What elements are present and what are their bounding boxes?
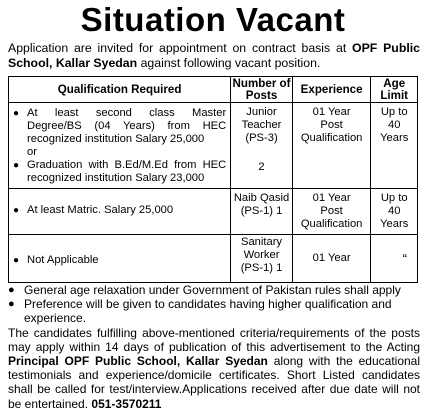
qualification-text: At least Matric. Salary 25,000 (27, 204, 174, 216)
age-cell (371, 189, 418, 235)
age-text: Up to 40 Years (380, 106, 409, 144)
qualification-text: Graduation with B.Ed/M.Ed from HEC recognized institution Salary 23,000 (27, 159, 227, 184)
note-item (8, 283, 420, 297)
header-experience: Experience (292, 77, 371, 103)
post-count: 2 (258, 161, 265, 173)
age-text: Up to 40 Years (380, 192, 409, 230)
school-name: OPF Public School, Kallar Syedan (8, 41, 420, 70)
experience-text: 01 Year Post Qualification (300, 106, 363, 144)
qualification-cell (9, 235, 231, 283)
experience-cell (292, 103, 371, 189)
post-scale: (PS-1) 1 (240, 262, 283, 274)
table-row (9, 103, 418, 189)
bullet-icon: ● (13, 205, 20, 216)
intro-text-a: Application are invited for appointment on contract basis at (8, 41, 353, 55)
note-item (8, 297, 420, 325)
intro-paragraph (8, 41, 420, 71)
notes-section (8, 283, 420, 411)
post-scale: (PS-1) 1 (240, 205, 283, 217)
note-text: Preference will be given to candidates having higher qualification and experience. (24, 297, 392, 326)
bullet-icon: ● (13, 108, 20, 119)
experience-cell (292, 189, 371, 235)
qualification-text: Not Applicable (27, 254, 99, 266)
post-scale: (PS-3) (245, 132, 278, 144)
posts-cell (231, 103, 293, 189)
qualification-cell (9, 103, 231, 189)
principal-address: Principal OPF Public School, Kallar Syedan (8, 354, 268, 369)
age-text: “ (402, 251, 407, 266)
phone-number: 051-3570211 (91, 396, 162, 411)
experience-cell (292, 235, 371, 283)
posts-cell (231, 235, 293, 283)
age-cell (371, 235, 418, 283)
age-cell (371, 103, 418, 189)
note-text: General age relaxation under Government of Pakistan rules shall apply (24, 283, 401, 297)
bullet-icon: ● (13, 160, 20, 171)
post-title: Sanitary Worker (240, 236, 283, 261)
table-row (9, 235, 418, 283)
header-qualification: Qualification Required (9, 77, 231, 103)
header-age: Age Limit (371, 77, 418, 103)
intro-text-b: against following vacant position. (137, 56, 321, 70)
post-title: Naib Qasid (233, 192, 290, 204)
vacancy-table (8, 76, 418, 283)
qualification-text: At least second class Master Degree/BS (04 Years) from HEC recognized institution Salary 25,000 (27, 107, 227, 145)
post-title: Junior Teacher (241, 106, 282, 131)
closing-text-b: along with the educational testimonials and experience/domicile certificates. Short Listed candidates shall be called for test/interview.Applications received after due date will not be entertained. (8, 354, 421, 411)
experience-text: 01 Year Post Qualification (300, 192, 363, 230)
posts-cell (231, 189, 293, 235)
closing-text-a: The candidates fulfilling above-mentioned criteria/requirements of the posts may apply within 14 days of publication of this advertisement to the Acting (8, 325, 420, 354)
table-header-row (9, 77, 418, 103)
table-row (9, 189, 418, 235)
header-posts: Number of Posts (232, 76, 291, 102)
bullet-icon: ● (13, 255, 20, 266)
closing-paragraph (8, 326, 420, 411)
experience-text: 01 Year (312, 252, 351, 264)
ad-title: Situation Vacant (80, 1, 346, 38)
or-text: or (27, 146, 37, 158)
bullet-icon: ● (8, 284, 15, 296)
qualification-cell (9, 189, 231, 235)
bullet-icon: ● (8, 298, 15, 311)
